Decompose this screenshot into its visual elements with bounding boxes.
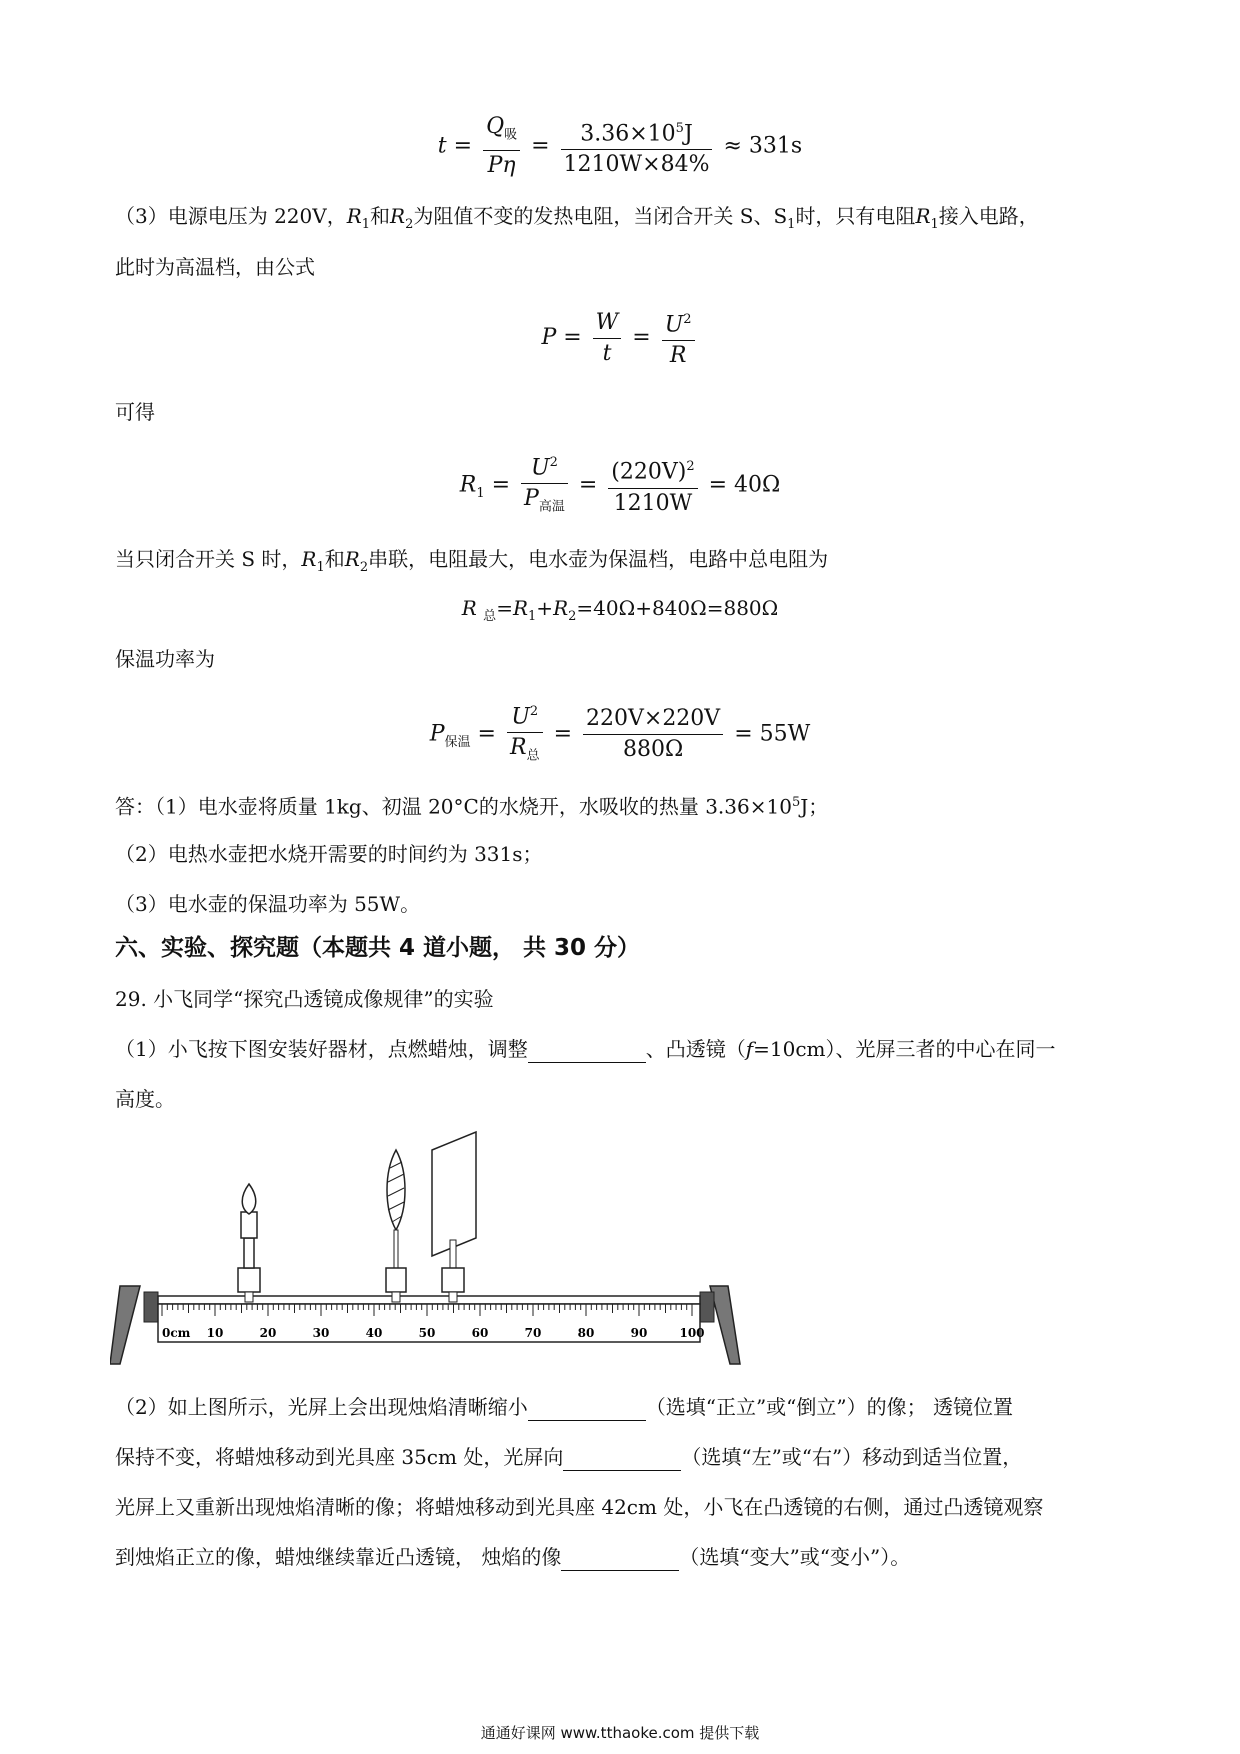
convex-lens (386, 1150, 406, 1302)
equation-r1: $R_1$ = $\frac{U^2}{P_{高温}}$ = $\frac{(220V)^2}{1210W}$ = 40Ω (0, 448, 1240, 523)
answer-blank-4[interactable] (561, 1548, 679, 1571)
ruler-tick-label: 10 (206, 1326, 224, 1340)
answer-2: （2）电热水壶把水烧开需要的时间约为 331s； (115, 842, 543, 866)
text-kede: 可得 (115, 400, 155, 424)
paragraph-part3-line2: 此时为高温档，由公式 (115, 255, 315, 279)
ruler-tick-label: 100 (679, 1326, 705, 1340)
question-29-part1-line1: （1）小飞按下图安装好器材，点燃蜡烛，调整 、凸透镜（f=10cm）、光屏三者的中心在同一 (115, 1037, 1056, 1061)
section-heading: 六、实验、探究题（本题共 4 道小题， 共 30 分） (115, 935, 641, 961)
ruler-tick-label: 50 (418, 1326, 436, 1340)
question-29-part2-line2: 保持不变，将蜡烛移动到光具座 35cm 处，光屏向 （选填“左”或“右”）移动到适当位置， (115, 1445, 1023, 1469)
ruler-tick-label: 20 (259, 1326, 277, 1340)
page-footer: 通通好课网 www.tthaoke.com 提供下载 (480, 1724, 760, 1742)
ruler-tick-label: 70 (524, 1326, 542, 1340)
answer-1: 答：（1）电水壶将质量 1kg、初温 20°C的水烧开，水吸收的热量 $3.36\times 10^5J$； (115, 794, 829, 819)
ruler-tick-label: 90 (630, 1326, 648, 1340)
answer-blank-3[interactable] (563, 1448, 681, 1471)
ruler-tick-label: 60 (471, 1326, 489, 1340)
answer-3: （3）电水壶的保温功率为 55W。 (115, 892, 421, 916)
equation-total-resistance: R $_总=R_1+R_2=40\Omega+840\Omega=880\Omega$ (461, 596, 779, 624)
equation-keep-warm-power: $P_{保温}$ = $\frac{U^2}{R_总}$ = $\frac{220V\times 220V}{880\Omega}$ = 55W (0, 697, 1240, 772)
ruler-tick-label: 40 (365, 1326, 383, 1340)
question-29-part1-line2: 高度。 (115, 1087, 175, 1111)
paragraph-series: 当只闭合开关 S 时，$R_1$和$R_2$串联，电阻最大，电水壶为保温档，电路中总电阻为 (115, 547, 829, 575)
text-baowen: 保温功率为 (115, 647, 215, 671)
bench-left-end (144, 1292, 158, 1322)
question-29-part2-line3: 光屏上又重新出现烛焰清晰的像；将蜡烛移动到光具座 42cm 处，小飞在凸透镜的右侧，通过凸透镜观察 (115, 1495, 1044, 1519)
light-screen (432, 1132, 476, 1302)
answer-blank-2[interactable] (528, 1398, 646, 1421)
ruler-tick-label: 30 (312, 1326, 330, 1340)
question-29-part2-line1: （2）如上图所示，光屏上会出现烛焰清晰缩小 （选填“正立”或“倒立”）的像； 透镜位置 (115, 1395, 1013, 1419)
ruler-start-label: 0cm (162, 1326, 191, 1340)
bench-right-end (700, 1292, 714, 1322)
answer-blank-1[interactable] (528, 1040, 646, 1063)
equation-time: t = $\frac{Q_吸}{P\eta}$ = $\frac{3.36\times 10^5J}{1210W\times 84\%}$ ≈ 331s (437, 114, 803, 179)
paragraph-part3-line1: （3）电源电压为 220V，$R_1$和$R_2$为阻值不变的发热电阻，当闭合开关 S、$S_1$时，只有电阻$R_1$接入电路， (115, 204, 1039, 232)
question-29-part2-line4: 到烛焰正立的像，蜡烛继续靠近凸透镜， 烛焰的像 （选填“变大”或“变小”）。 (115, 1545, 911, 1569)
question-29-title: 29. 小飞同学“探究凸透镜成像规律”的实验 (115, 987, 494, 1011)
optical-bench-figure (110, 1128, 750, 1380)
bench-left-leg (110, 1286, 140, 1364)
equation-power-formula: P = $\frac{W}{t}$ = $\frac{U^2}{R}$ (0, 305, 1240, 371)
candle (238, 1184, 260, 1302)
ruler-tick-label: 80 (577, 1326, 595, 1340)
bench-rail (158, 1296, 700, 1304)
flame-icon (242, 1184, 256, 1214)
